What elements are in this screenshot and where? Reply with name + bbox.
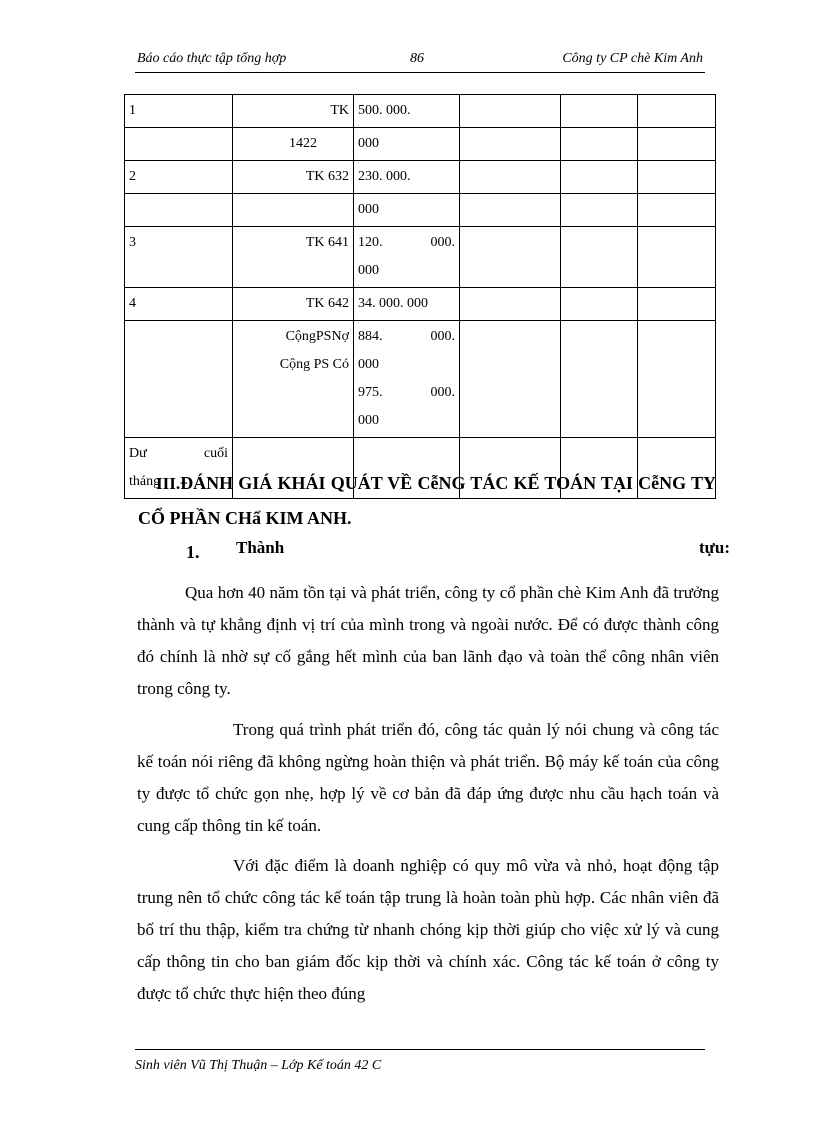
page-footer: Sinh viên Vũ Thị Thuận – Lớp Kế toán 42 C	[135, 1049, 705, 1074]
account-cell: 1422	[233, 128, 354, 161]
empty-cell	[561, 95, 638, 128]
amount-part: 975.	[358, 385, 383, 400]
balance-label-line	[129, 440, 228, 468]
amount-line: 000	[358, 357, 379, 372]
account-cell: TK	[233, 95, 354, 128]
empty-cell	[638, 128, 716, 161]
table-row	[125, 227, 716, 288]
amount-line: 000	[358, 413, 379, 428]
header-page-number: 86	[410, 51, 424, 66]
empty-cell	[561, 128, 638, 161]
section-title: ĐÁNH GIÁ KHÁI QUÁT VỀ CễNG TÁC KẾ TOÁN TẠI CễNG TY CỔ PHẦN CHẩ KIM ANH.	[138, 473, 716, 528]
account-cell: TK 641	[233, 227, 354, 288]
amount-line	[358, 323, 455, 351]
section-heading	[138, 466, 716, 535]
empty-cell	[460, 321, 561, 438]
amount-cell: 230. 000.	[354, 161, 460, 194]
amount-part: 884.	[358, 329, 383, 344]
empty-cell	[561, 321, 638, 438]
empty-cell	[561, 288, 638, 321]
subsection-number: 1.	[186, 542, 200, 562]
table-row	[125, 194, 716, 227]
row-number: 3	[125, 227, 233, 288]
page-header	[135, 50, 705, 73]
row-number	[125, 128, 233, 161]
row-number: 1	[125, 95, 233, 128]
empty-cell	[460, 194, 561, 227]
amount-part: 000.	[430, 235, 455, 250]
amount-line: 000	[358, 263, 379, 278]
amount-part: 000.	[430, 385, 455, 400]
header-company-name: Công ty CP chè Kim Anh	[562, 51, 703, 66]
amount-cell: 34. 000. 000	[354, 288, 460, 321]
body-paragraph: Với đặc điểm là doanh nghiệp có quy mô vừa và nhỏ, hoạt động tập trung nên tổ chức công tác kế toán tập trung là hoàn toàn phù hợp. Các nhân viên đã bố trí thu thập, kiểm tra chứng từ nhanh chóng kịp thời giúp cho việc xử lý và cung cấp thông tin cho ban giám đốc kịp thời và chính xác. Công tác kế toán ở công ty được tổ chức thực hiện theo đúng	[137, 856, 719, 1003]
amount-cell: 000	[354, 128, 460, 161]
empty-cell	[561, 227, 638, 288]
amount-cell: 000	[354, 194, 460, 227]
subsection-heading	[186, 538, 730, 568]
amount-line	[358, 379, 455, 407]
empty-cell	[460, 288, 561, 321]
credit-total-label: Cộng PS Có	[279, 357, 349, 372]
table-row	[125, 288, 716, 321]
body-paragraph: Trong quá trình phát triển đó, công tác quản lý nói chung và công tác kế toán nói riêng đã không ngừng hoàn thiện và phát triển. Bộ máy kế toán của công ty được tổ chức gọn nhẹ, hợp lý về cơ bản đã đáp ứng được nhu cầu hạch toán và cung cấp thông tin kế toán.	[137, 720, 719, 835]
table-row	[125, 128, 716, 161]
body-paragraph: Qua hơn 40 năm tồn tại và phát triển, công ty cổ phần chè Kim Anh đã trưởng thành và tự khẳng định vị trí của mình trong và ngoài nước. Để có được thành công đó chính là nhờ sự cố gắng hết mình của ban lãnh đạo và toàn thể công nhân viên trong công ty.	[137, 583, 719, 698]
empty-cell	[460, 161, 561, 194]
section-number: III.	[156, 474, 181, 493]
amount-line	[358, 229, 455, 257]
empty-cell	[561, 194, 638, 227]
empty-cell	[561, 161, 638, 194]
empty-cell	[460, 128, 561, 161]
row-number: 2	[125, 161, 233, 194]
account-cell: TK 632	[233, 161, 354, 194]
row-number	[125, 194, 233, 227]
table-row	[125, 161, 716, 194]
empty-cell	[638, 161, 716, 194]
empty-cell	[638, 95, 716, 128]
amount-part: 120.	[358, 235, 383, 250]
label-part: Dư	[129, 446, 147, 461]
header-report-title: Báo cáo thực tập tổng hợp	[137, 51, 287, 66]
empty-cell	[638, 227, 716, 288]
empty-cell	[460, 95, 561, 128]
amount-cell: 500. 000.	[354, 95, 460, 128]
totals-amounts	[354, 321, 460, 438]
ledger-table	[124, 94, 716, 499]
empty-cell	[638, 288, 716, 321]
empty-cell	[125, 321, 233, 438]
totals-row	[125, 321, 716, 438]
amount-cell	[354, 227, 460, 288]
account-cell	[233, 194, 354, 227]
row-number: 4	[125, 288, 233, 321]
table-row	[125, 95, 716, 128]
empty-cell	[460, 227, 561, 288]
balance-label-line: tháng	[129, 474, 161, 489]
label-part: cuối	[203, 446, 228, 461]
empty-cell	[638, 321, 716, 438]
debit-total-label: CộngPSNợ	[285, 329, 349, 344]
subsection-title: Thành	[236, 538, 285, 557]
amount-part: 000.	[430, 329, 455, 344]
account-cell: TK 642	[233, 288, 354, 321]
empty-cell	[638, 194, 716, 227]
subsection-title-end: tựu:	[699, 538, 730, 557]
totals-labels	[233, 321, 354, 438]
